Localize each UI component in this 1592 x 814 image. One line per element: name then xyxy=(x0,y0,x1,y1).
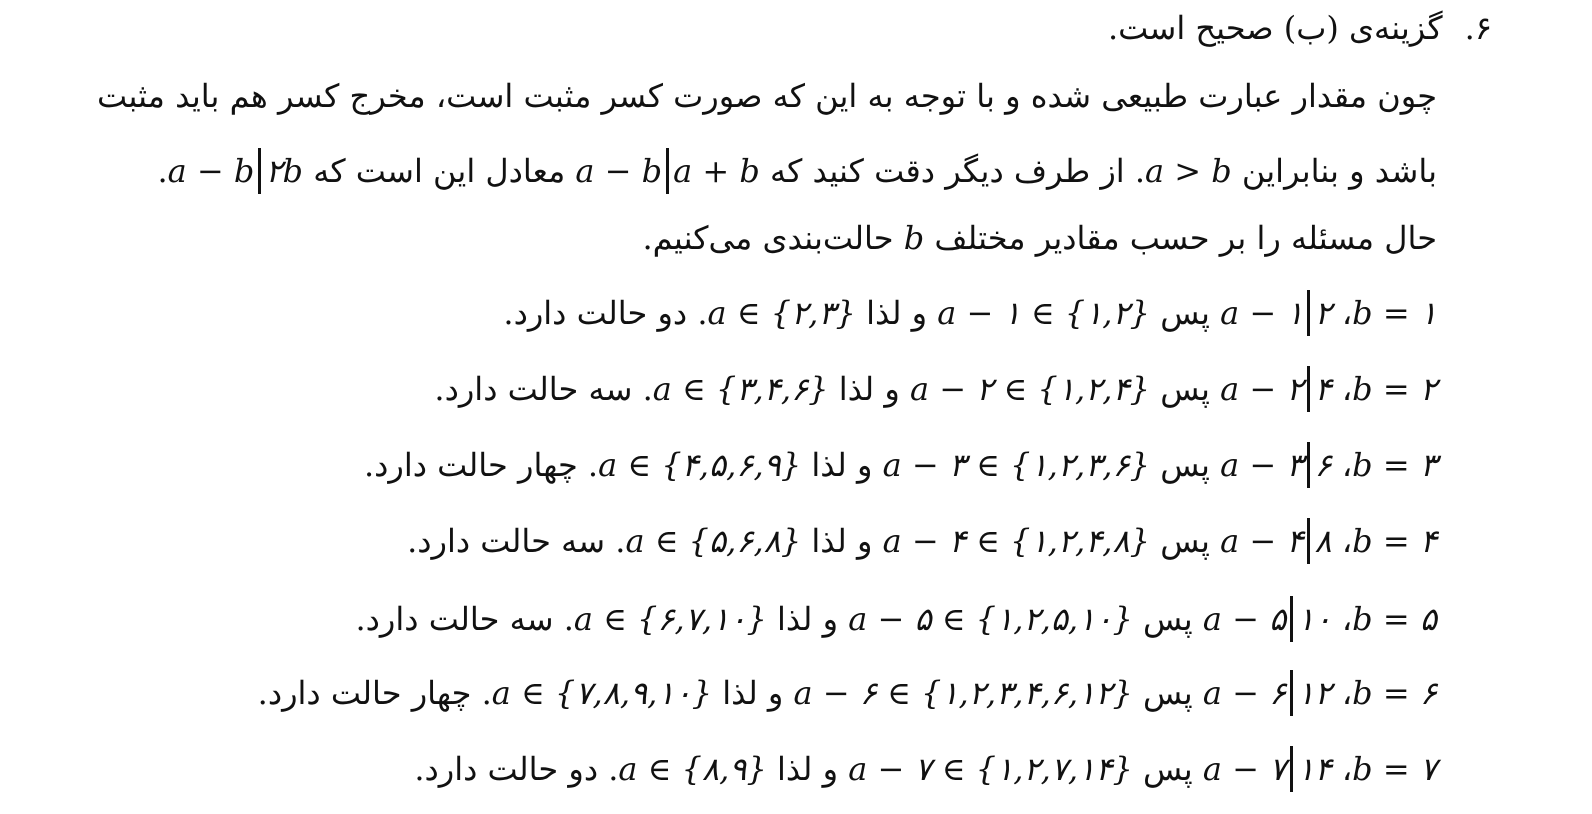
case-line: b = ۵، a − ۵ ۱۰ پس a − ۵ ∈ {۱,۲,۵,۱۰} و لذا a ∈ {۶,۷,۱۰}. سه حالت دارد. xyxy=(356,596,1438,642)
dividend: ۱۲ xyxy=(1297,674,1332,712)
case-divides xyxy=(1220,518,1332,564)
case-divisor-set: a − ۲ ∈ {۱,۲,۴} xyxy=(909,370,1151,408)
divides-bar xyxy=(1307,366,1310,412)
case-b-value: b = ۵ xyxy=(1352,600,1437,638)
dividend: ۲b xyxy=(265,152,304,190)
divides-bar xyxy=(1307,290,1310,336)
paragraph-text: . از طرف دیگر دقت کنید که xyxy=(769,152,1146,190)
paragraph-text: حال مسئله را بر حسب مقادیر مختلف xyxy=(934,219,1437,257)
dividend: ۶ xyxy=(1314,446,1332,484)
divides-bar xyxy=(1290,746,1293,792)
case-a-set: a ∈ {۳,۴,۶} xyxy=(652,370,829,408)
case-result: . چهار حالت دارد. xyxy=(257,674,492,712)
case-line: b = ۴، a − ۴ ۸ پس a − ۴ ∈ {۱,۲,۴,۸} و لذا a ∈ {۵,۶,۸}. سه حالت دارد. xyxy=(407,518,1437,564)
case-divisor-set: a − ۱ ∈ {۱,۲} xyxy=(937,294,1151,332)
case-a-set: a ∈ {۷,۸,۹,۱۰} xyxy=(491,674,713,712)
case-line: b = ۷، a − ۷ ۱۴ پس a − ۷ ∈ {۱,۲,۷,۱۴} و لذا a ∈ {۸,۹}. دو حالت دارد. xyxy=(414,746,1437,792)
case-b-value: b = ۴ xyxy=(1352,522,1437,560)
divides-bar xyxy=(1307,518,1310,564)
paragraph-text: باشد و بنابراین xyxy=(1241,152,1437,190)
case-result: . سه حالت دارد. xyxy=(434,370,653,408)
dividend: ۱۰ xyxy=(1297,600,1332,638)
case-a-set: a ∈ {۵,۶,۸} xyxy=(625,522,802,560)
case-result: . چهار حالت دارد. xyxy=(363,446,599,484)
case-then-word: پس xyxy=(1160,370,1210,408)
divisor: a − ۲ xyxy=(1220,370,1304,408)
case-so-word: و لذا xyxy=(811,522,873,560)
case-a-set: a ∈ {۶,۷,۱۰} xyxy=(573,600,767,638)
case-so-word: و لذا xyxy=(776,750,839,788)
case-b-value: b = ۶ xyxy=(1352,674,1437,712)
dividend: ۱۴ xyxy=(1297,750,1332,788)
case-a-set: a ∈ {۴,۵,۶,۹} xyxy=(598,446,802,484)
case-result: . دو حالت دارد. xyxy=(414,750,619,788)
case-then-word: پس xyxy=(1143,750,1193,788)
divisor: a − ۷ xyxy=(1202,750,1287,788)
case-a-set: a ∈ {۸,۹} xyxy=(618,750,767,788)
case-so-word: و لذا xyxy=(722,674,784,712)
dividend: ۲ xyxy=(1314,294,1332,332)
case-divisor-set: a − ۳ ∈ {۱,۲,۳,۶} xyxy=(882,446,1151,484)
item-heading xyxy=(1108,8,1492,48)
divisor: a − ۳ xyxy=(1220,446,1304,484)
paragraph-line-2 xyxy=(157,148,1437,194)
case-divides xyxy=(1203,746,1332,792)
case-so-word: و لذا xyxy=(838,370,900,408)
period: . xyxy=(157,152,168,190)
case-line: b = ۶، a − ۶ ۱۲ پس a − ۶ ∈ {۱,۲,۳,۴,۶,۱۲} و لذا a ∈ {۷,۸,۹,۱۰}. چهار حالت دارد. xyxy=(258,670,1437,716)
case-result: . سه حالت دارد. xyxy=(407,522,626,560)
case-then-word: پس xyxy=(1160,522,1210,560)
dividend: ۸ xyxy=(1314,522,1332,560)
divides-bar xyxy=(1307,442,1310,488)
case-then-word: پس xyxy=(1160,294,1210,332)
case-divisor-set: a − ۴ ∈ {۱,۲,۴,۸} xyxy=(882,522,1151,560)
case-b-value: b = ۳ xyxy=(1352,446,1437,484)
case-then-word: پس xyxy=(1143,600,1193,638)
case-line: b = ۲، a − ۲ ۴ پس a − ۲ ∈ {۱,۲,۴} و لذا a ∈ {۳,۴,۶}. سه حالت دارد. xyxy=(434,366,1437,412)
case-a-set: a ∈ {۲,۳} xyxy=(707,294,856,332)
case-b-value: b = ۲ xyxy=(1352,370,1437,408)
item-heading-text: گزینه‌ی (ب) صحیح است. xyxy=(1107,9,1443,47)
case-line: b = ۱، a − ۱ ۲ پس a − ۱ ∈ {۱,۲} و لذا a ∈ {۲,۳}. دو حالت دارد. xyxy=(503,290,1437,336)
divisor: a − ۵ xyxy=(1202,600,1287,638)
divisor: a − b xyxy=(167,152,255,190)
paragraph-text: چون مقدار عبارت طبیعی شده و با توجه به این که صورت کسر مثبت است، مخرج کسر هم باید مثبت xyxy=(97,77,1437,115)
case-then-word: پس xyxy=(1160,446,1210,484)
math-inequality: a > b xyxy=(1145,152,1232,190)
item-number: ۶. xyxy=(1464,9,1492,47)
divides-bar xyxy=(666,148,669,194)
case-so-word: و لذا xyxy=(811,446,873,484)
case-line: b = ۳، a − ۳ ۶ پس a − ۳ ∈ {۱,۲,۳,۶} و لذا a ∈ {۴,۵,۶,۹}. چهار حالت دارد. xyxy=(364,442,1437,488)
case-divides xyxy=(1220,290,1332,336)
divides-bar xyxy=(1290,670,1293,716)
case-divisor-set: a − ۶ ∈ {۱,۲,۳,۴,۶,۱۲} xyxy=(793,674,1133,712)
divisor: a − b xyxy=(575,152,663,190)
case-then-word: پس xyxy=(1143,674,1193,712)
divides-bar xyxy=(258,148,261,194)
case-result: . سه حالت دارد. xyxy=(355,600,574,638)
paragraph-text: حالت‌بندی می‌کنیم. xyxy=(642,219,894,257)
case-divides xyxy=(1220,366,1332,412)
dividend: ۴ xyxy=(1314,370,1332,408)
case-divides xyxy=(1203,596,1332,642)
math-variable: b xyxy=(903,219,925,257)
case-so-word: و لذا xyxy=(776,600,839,638)
divisor: a − ۶ xyxy=(1202,674,1287,712)
math-divides-expression xyxy=(575,148,759,194)
divisor: a − ۱ xyxy=(1220,294,1304,332)
divides-bar xyxy=(1290,596,1293,642)
case-b-value: b = ۷ xyxy=(1352,750,1437,788)
paragraph-line-1 xyxy=(97,76,1437,116)
case-result: . دو حالت دارد. xyxy=(503,294,708,332)
case-divisor-set: a − ۵ ∈ {۱,۲,۵,۱۰} xyxy=(848,600,1133,638)
dividend: a + b xyxy=(673,152,760,190)
case-divides xyxy=(1220,442,1332,488)
paragraph-line-3 xyxy=(642,218,1437,258)
case-so-word: و لذا xyxy=(866,294,928,332)
divisor: a − ۴ xyxy=(1220,522,1304,560)
case-b-value: b = ۱ xyxy=(1352,294,1437,332)
case-divides xyxy=(1203,670,1332,716)
paragraph-text: معادل این است که xyxy=(313,152,566,190)
case-divisor-set: a − ۷ ∈ {۱,۲,۷,۱۴} xyxy=(848,750,1133,788)
math-divides-expression xyxy=(168,148,303,194)
